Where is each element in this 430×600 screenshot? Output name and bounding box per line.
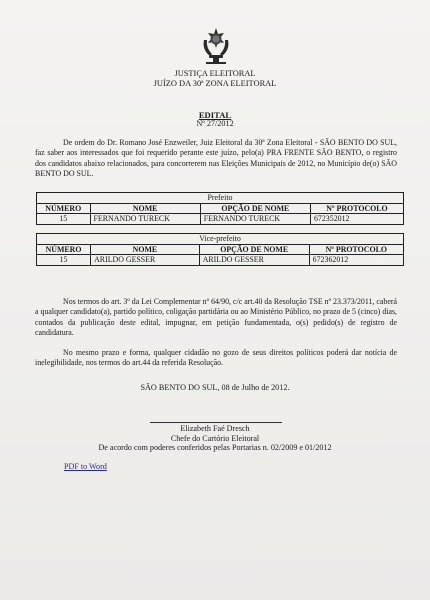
column-header: NÚMERO	[37, 203, 91, 214]
column-header: OPÇÃO DE NOME	[200, 203, 310, 214]
intro-paragraph: De ordem do Dr. Romano José Enzweiler, Juiz Eleitoral da 30ª Zona Eleitoral - SÃO BENTO DO SUL, faz saber aos interessados que foi requerido perante este juízo, pelo(a) PRA FRENTE SÃO BENTO, o registro dos candidatos abaixo relacionados, para concorrerem nas Eleições Municipais de 2012, no Município de(o) SÃO BENTO DO SUL.	[35, 138, 397, 178]
coat-of-arms-icon	[200, 26, 232, 66]
column-header: NÚMERO	[37, 244, 91, 255]
table-header-row	[37, 203, 404, 214]
candidate-number: 15	[37, 255, 91, 266]
document-number: Nº 27/2012	[196, 119, 234, 128]
table-header-row	[37, 244, 404, 255]
pdf-to-word-link[interactable]: PDF to Word	[64, 462, 107, 471]
signer-delegation: De acordo com poderes conferidos pelas Portarias n. 02/2009 e 01/2012	[98, 443, 332, 452]
document-title: EDITAL	[198, 110, 232, 120]
column-header: NOME	[90, 203, 200, 214]
protocol-number: 672352012	[310, 214, 403, 225]
protocol-number: 672362012	[309, 255, 403, 266]
date-line: SÃO BENTO DO SUL, 08 de Julho de 2012.	[140, 383, 290, 392]
signer-role: Chefe do Cartório Eleitoral	[170, 434, 260, 443]
table-caption: Vice-prefeito	[37, 234, 404, 245]
candidate-name: FERNANDO TURECK	[90, 214, 200, 225]
vice-prefeito-table	[36, 233, 404, 266]
column-header: NOME	[91, 244, 200, 255]
court-name: JUÍZO DA 30ª ZONA ELEITORAL	[153, 79, 277, 88]
candidate-name-option: FERNANDO TURECK	[200, 214, 310, 225]
prefeito-table	[36, 192, 404, 225]
legal-paragraph: Nos termos do art. 3º da Lei Complementar nº 64/90, c/c art.40 da Resolução TSE nº 23.373/2011, caberá a qualquer candidato(a), partido político, coligação partidária ou ao Ministério Público, no prazo de 5 (cinco) dias, contados da publicação deste edital, impugnar, em petição fundamentada, o(s) pedido(s) de registro de candidatura.	[35, 297, 397, 337]
candidate-number: 15	[37, 214, 91, 225]
table-row	[37, 214, 404, 225]
column-header: Nº PROTOCOLO	[309, 244, 403, 255]
column-header: Nº PROTOCOLO	[310, 203, 403, 214]
candidate-name-option: ARILDO GESSER	[199, 255, 309, 266]
column-header: OPÇÃO DE NOME	[199, 244, 309, 255]
table-row	[37, 255, 404, 266]
table-caption: Prefeito	[37, 193, 404, 204]
signer-name: Elizabeth Faé Dresch	[180, 424, 250, 433]
signature-line	[150, 422, 282, 423]
notice-paragraph: No mesmo prazo e forma, qualquer cidadão no gozo de seus direitos políticos poderá dar notícia de inelegibilidade, nos termos do art.44 da referida Resolução.	[35, 348, 397, 368]
institution-name: JUSTIÇA ELEITORAL	[174, 69, 256, 78]
candidate-name: ARILDO GESSER	[91, 255, 200, 266]
